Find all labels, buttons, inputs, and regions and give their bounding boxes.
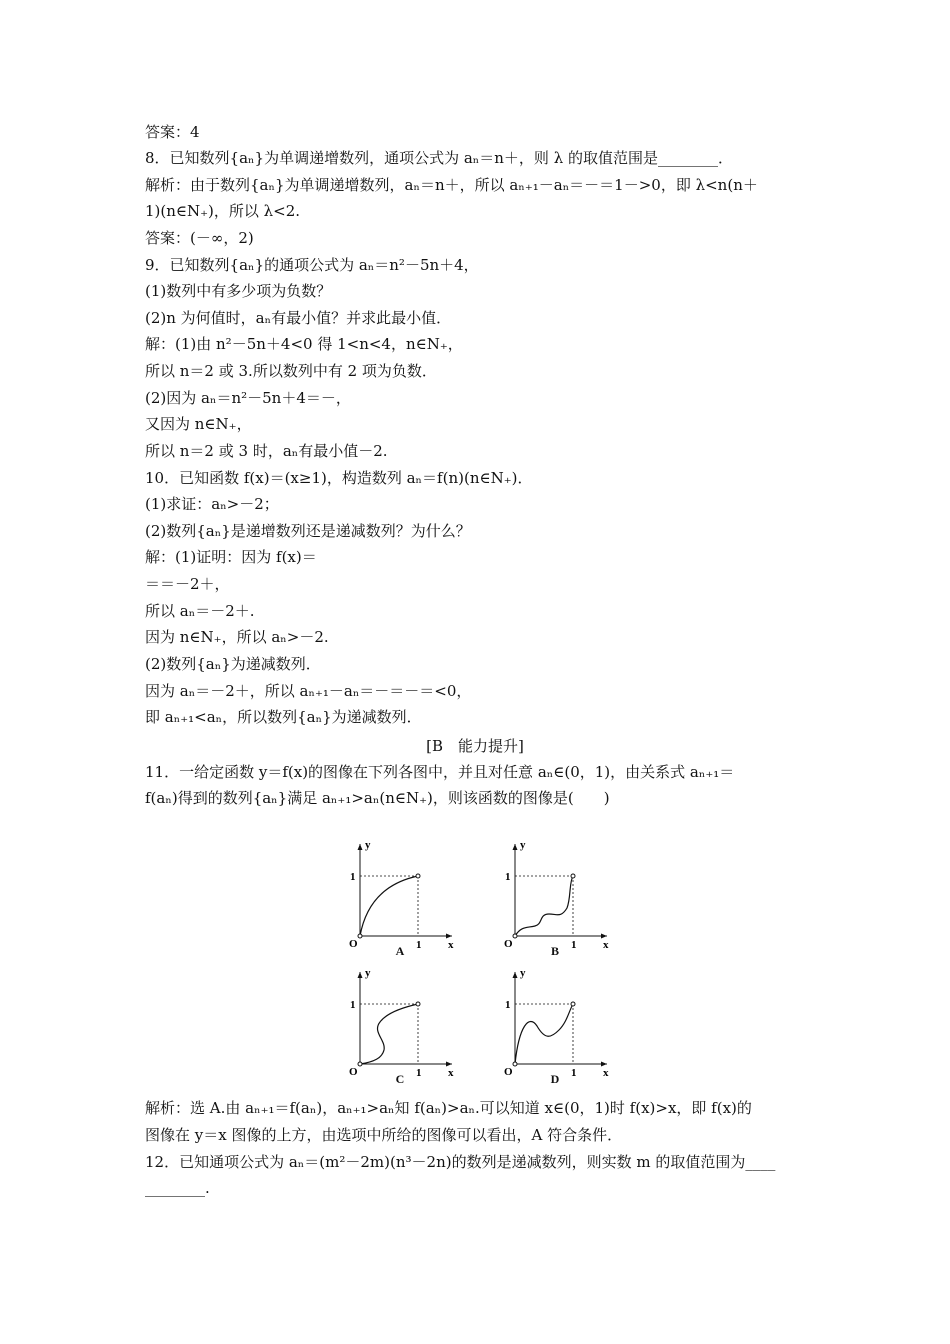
graph-c	[340, 966, 460, 1079]
question-9-part-2: (2)n 为何值时，aₙ有最小值？并求此最小值．	[145, 309, 452, 327]
graph-a	[340, 838, 460, 951]
y-axis-label: y	[365, 839, 371, 851]
solution-11-line-2: 图像在 y＝x 图像的上方，由选项中所给的图像可以看出，A 符合条件．	[145, 1126, 623, 1144]
x-axis-label: x	[603, 939, 609, 951]
x-axis-label: x	[448, 1067, 454, 1079]
solution-8-line-2: 1)(n∈N₊)，所以 λ<2.	[145, 202, 301, 220]
question-10-part-1: (1)求证：aₙ>－2；	[145, 495, 279, 513]
answer-8: 答案：(－∞，2)	[145, 229, 254, 247]
solution-9-line-5: 所以 n＝2 或 3 时，aₙ有最小值－2.	[145, 442, 388, 460]
solution-10-line-6: 因为 aₙ＝－2＋，所以 aₙ₊₁－aₙ＝－＝－＝<0，	[145, 682, 472, 700]
solution-8-line-1: 解析：由于数列{aₙ}为单调递增数列，aₙ＝n＋，所以 aₙ₊₁－aₙ＝－＝1－>0，即 λ<n(n＋	[145, 176, 758, 194]
graph-b	[495, 838, 615, 951]
x-tick-1: 1	[571, 1067, 577, 1079]
solution-9-line-4: 又因为 n∈N₊，	[145, 415, 252, 433]
solution-9-line-2: 所以 n＝2 或 3.所以数列中有 2 项为负数．	[145, 362, 437, 380]
origin-label: O	[349, 938, 358, 950]
solution-10-line-4: 因为 n∈N₊，所以 aₙ>－2.	[145, 628, 329, 646]
y-tick-1: 1	[505, 871, 511, 883]
origin-label: O	[504, 1066, 513, 1078]
question-11-line-2: f(aₙ)得到的数列{aₙ}满足 aₙ₊₁>aₙ(n∈N₊)，则该函数的图像是( )	[145, 789, 610, 807]
solution-11-line-1: 解析：选 A.由 aₙ₊₁＝f(aₙ)，aₙ₊₁>aₙ知 f(aₙ)>aₙ.可以知道 x∈(0，1)时 f(x)>x，即 f(x)的	[145, 1099, 752, 1117]
y-axis-label: y	[520, 967, 526, 979]
y-axis-label: y	[365, 967, 371, 979]
answer-7: 答案：4	[145, 123, 200, 141]
solution-10-line-3: 所以 aₙ＝－2＋.	[145, 602, 255, 620]
question-12-line-2: ________.	[145, 1179, 210, 1197]
question-10-part-2: (2)数列{aₙ}是递增数列还是递减数列？为什么？	[145, 522, 471, 540]
x-tick-1: 1	[416, 939, 422, 951]
x-axis-label: x	[603, 1067, 609, 1079]
origin-label: O	[349, 1066, 358, 1078]
caption-c: C	[395, 1072, 405, 1086]
x-tick-1: 1	[416, 1067, 422, 1079]
solution-9-line-3: (2)因为 aₙ＝n²－5n＋4＝－，	[145, 389, 351, 407]
caption-b: B	[550, 944, 559, 958]
y-tick-1: 1	[350, 999, 356, 1011]
question-10: 10．已知函数 f(x)＝(x≥1)，构造数列 aₙ＝f(n)(n∈N₊)．	[145, 469, 533, 487]
figure-c	[340, 966, 460, 1086]
origin-label: O	[504, 938, 513, 950]
solution-10-line-2: ＝＝－2＋，	[145, 575, 230, 593]
y-axis-label: y	[520, 839, 526, 851]
question-11-line-1: 11．一给定函数 y＝f(x)的图像在下列各图中，并且对任意 aₙ∈(0，1)，由关系式 aₙ₊₁＝	[145, 763, 735, 781]
question-9: 9．已知数列{aₙ}的通项公式为 aₙ＝n²－5n＋4，	[145, 256, 479, 274]
question-9-part-1: (1)数列中有多少项为负数？	[145, 282, 332, 300]
x-tick-1: 1	[571, 939, 577, 951]
solution-10-line-7: 即 aₙ₊₁<aₙ，所以数列{aₙ}为递减数列．	[145, 708, 422, 726]
y-tick-1: 1	[505, 999, 511, 1011]
figure-b	[495, 838, 615, 958]
x-axis-label: x	[448, 939, 454, 951]
caption-d: D	[550, 1072, 560, 1086]
section-heading-b: [B 能力提升]	[426, 737, 524, 755]
solution-9-line-1: 解：(1)由 n²－5n＋4<0 得 1<n<4，n∈N₊，	[145, 335, 463, 353]
figure-d	[495, 966, 615, 1086]
question-12-line-1: 12．已知通项公式为 aₙ＝(m²－2m)(n³－2n)的数列是递减数列，则实数 m 的取值范围为____	[145, 1153, 776, 1171]
answer-choice-figures	[340, 838, 620, 1093]
y-tick-1: 1	[350, 871, 356, 883]
graph-d	[495, 966, 615, 1079]
solution-10-line-5: (2)数列{aₙ}为递减数列．	[145, 655, 321, 673]
question-8: 8．已知数列{aₙ}为单调递增数列，通项公式为 aₙ＝n＋，则 λ 的取值范围是________．	[145, 149, 733, 167]
figure-a	[340, 838, 460, 958]
solution-10-line-1: 解：(1)证明：因为 f(x)＝	[145, 548, 317, 566]
caption-a: A	[395, 944, 405, 958]
